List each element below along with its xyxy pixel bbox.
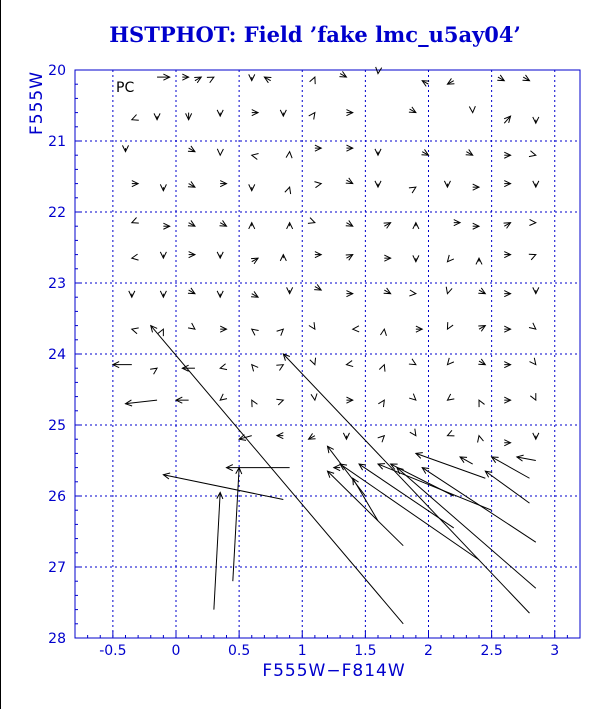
vector-arrow [444, 181, 450, 187]
vector-head [530, 393, 535, 400]
vector-shaft [328, 446, 366, 496]
vector-arrow [122, 145, 128, 151]
vector-arrow [276, 399, 283, 405]
vector-arrow [346, 178, 353, 184]
y-tick-label: 25 [48, 418, 66, 434]
vector-head [379, 365, 385, 372]
vector-shaft [233, 468, 239, 582]
vector-arrow [132, 218, 139, 224]
vector-shaft [328, 471, 404, 546]
vector-arrow [150, 368, 157, 374]
vector-head [409, 394, 416, 401]
vector-arrow [309, 322, 315, 329]
vector-arrow [132, 328, 139, 334]
vector-arrow [447, 430, 454, 436]
vector-head [529, 151, 536, 157]
vector-arrow [485, 471, 529, 503]
vector-arrow [220, 364, 227, 370]
vector-arrow [504, 116, 510, 123]
panel-label: PC [116, 80, 135, 96]
vector-arrow [310, 77, 316, 84]
vector-head [252, 400, 258, 407]
vector-arrow [416, 453, 485, 479]
vector-arrow [447, 255, 453, 262]
vector-head [311, 393, 317, 400]
vector-arrow [413, 223, 419, 229]
vector-arrow [504, 223, 511, 229]
vector-arrow [478, 326, 485, 332]
vector-head [252, 329, 259, 335]
vector-arrow [504, 326, 510, 332]
vector-arrow [163, 223, 169, 229]
vector-arrow [194, 77, 201, 83]
vector-arrow [379, 365, 385, 372]
vector-head [132, 254, 139, 260]
vector-arrow [188, 220, 195, 226]
vector-arrow [188, 181, 195, 187]
vector-head [309, 322, 315, 329]
vector-arrow [447, 78, 454, 84]
vector-arrow [409, 290, 416, 296]
x-tick-label: 1.5 [354, 643, 377, 659]
vector-arrow [409, 187, 416, 193]
vector-head [478, 436, 484, 443]
vector-arrow [227, 465, 290, 471]
vector-arrow [529, 254, 536, 260]
vector-arrow [504, 291, 510, 297]
vector-arrow [182, 74, 188, 80]
vector-head [410, 429, 416, 436]
vector-head [529, 323, 536, 329]
vector-head [530, 358, 536, 365]
vector-arrow [217, 252, 223, 258]
vector-arrow [497, 75, 504, 81]
vector-arrow [328, 471, 404, 546]
y-tick-label: 23 [48, 276, 66, 292]
vector-head [252, 154, 259, 160]
vector-arrow [409, 107, 416, 113]
vector-head [310, 358, 316, 365]
vector-head [285, 187, 291, 194]
vector-head [276, 365, 283, 371]
vector-arrow [283, 354, 529, 613]
vector-arrow [277, 433, 283, 439]
vector-arrow [380, 329, 386, 336]
vector-arrow [466, 149, 473, 155]
x-tick-label: 3 [550, 643, 560, 659]
vector-arrow [309, 113, 315, 120]
vector-arrow [413, 255, 419, 261]
vector-head [409, 359, 416, 365]
vector-arrow [473, 223, 479, 229]
y-tick-label: 26 [48, 489, 66, 505]
vector-arrow [189, 252, 195, 258]
x-tick-label: -0.5 [99, 643, 127, 659]
vector-arrow [409, 394, 416, 401]
vector-arrow [409, 359, 416, 365]
vector-arrow [132, 115, 139, 121]
vector-shaft [485, 471, 529, 503]
vector-arrow [359, 464, 454, 528]
vector-arrow [217, 291, 223, 297]
vector-arrow [315, 252, 321, 258]
vector-head [276, 399, 283, 405]
y-tick-label: 27 [48, 560, 66, 576]
vector-shaft [378, 464, 492, 510]
vector-arrow [129, 291, 135, 297]
vector-arrow [280, 110, 286, 116]
vector-arrow [264, 77, 271, 83]
y-tick-label: 20 [48, 63, 66, 79]
vector-shaft [492, 457, 530, 478]
vector-head [150, 368, 157, 374]
vector-arrow [353, 326, 359, 332]
vector-shaft [283, 354, 529, 613]
vector-arrow [469, 106, 475, 112]
vector-head [380, 329, 386, 336]
vector-head [188, 323, 195, 329]
vector-head [353, 326, 359, 332]
vector-arrow [504, 181, 510, 187]
vector-arrow [207, 77, 214, 83]
vector-arrow [530, 393, 535, 400]
vector-arrow [446, 287, 452, 294]
vector-arrow [454, 220, 460, 226]
vector-arrow [346, 361, 353, 367]
vector-head [207, 77, 214, 83]
vector-arrow [252, 329, 259, 335]
vector-arrow [220, 394, 227, 400]
vector-arrow [384, 288, 391, 294]
vector-arrow [378, 436, 385, 443]
vector-arrow [308, 218, 315, 224]
vector-arrow [287, 223, 293, 229]
vector-arrow [214, 492, 223, 609]
vector-arrow [186, 113, 192, 120]
vector-arrow [504, 440, 510, 446]
vector-arrow [346, 291, 352, 297]
vector-arrow [523, 75, 530, 81]
vector-arrow [314, 284, 321, 290]
vector-arrow [220, 220, 227, 226]
vector-arrow [311, 393, 317, 400]
y-tick-label: 22 [48, 205, 66, 221]
vector-arrow [277, 329, 284, 336]
vector-arrow [160, 252, 166, 258]
vector-arrow [375, 149, 381, 155]
vector-arrow [346, 110, 352, 116]
vector-arrow [476, 258, 482, 264]
vector-arrow [309, 433, 316, 439]
x-tick-label: 0 [171, 643, 181, 659]
vector-head [447, 322, 453, 329]
vector-arrow [416, 326, 422, 332]
vector-arrow [346, 220, 353, 226]
vector-arrow [529, 323, 536, 329]
vector-head [286, 152, 292, 159]
vector-arrow [504, 397, 510, 403]
vector-head [469, 106, 475, 112]
vector-arrow [504, 152, 510, 158]
vector-head [447, 394, 454, 400]
vector-head [309, 113, 315, 120]
vector-arrow [188, 288, 195, 294]
vector-arrow [217, 149, 223, 155]
vector-arrow [410, 429, 416, 436]
vector-arrow [286, 152, 292, 159]
x-tick-label: 0.5 [227, 643, 251, 659]
vector-head [220, 364, 227, 370]
vector-head [132, 115, 139, 121]
vector-arrow [492, 457, 530, 478]
vector-arrow [157, 74, 170, 80]
vector-arrow [529, 219, 535, 225]
vector-arrow [533, 181, 539, 187]
y-tick-label: 21 [48, 134, 66, 150]
vector-arrow [314, 182, 321, 188]
vector-arrow [375, 181, 381, 187]
vector-arrow [132, 254, 139, 260]
vector-arrow [328, 446, 366, 496]
vector-head [359, 464, 366, 470]
vector-arrow [533, 433, 539, 439]
vector-head [217, 149, 223, 155]
vector-head [378, 400, 384, 407]
vector-head [446, 287, 452, 294]
vector-arrow [132, 181, 138, 187]
y-axis-label: F555W [27, 70, 47, 136]
vector-arrow [504, 362, 510, 368]
vector-head [132, 218, 139, 224]
vector-head [353, 478, 359, 485]
vector-arrow [233, 468, 242, 582]
vector-shaft [214, 492, 220, 609]
x-tick-label: 2 [424, 643, 433, 659]
vector-arrow [460, 457, 473, 464]
vector-arrow [126, 400, 158, 406]
vector-head [132, 328, 139, 334]
vector-arrow [249, 74, 255, 80]
vector-arrow [249, 223, 255, 229]
vector-arrow [378, 400, 384, 407]
vector-arrow [176, 397, 189, 403]
vector-arrow [530, 358, 536, 365]
vector-head [529, 219, 535, 225]
vector-head [479, 400, 485, 407]
vector-arrow [478, 288, 485, 294]
vector-arrow [310, 358, 316, 365]
vector-arrow [188, 146, 195, 152]
vector-arrow [346, 145, 352, 151]
vector-arrow [473, 184, 479, 190]
y-tick-label: 24 [48, 347, 66, 363]
vector-head [447, 358, 453, 365]
vector-arrow [249, 184, 255, 190]
vector-arrow [252, 110, 258, 116]
vectors [113, 67, 539, 624]
vector-arrow [160, 291, 166, 297]
x-axis-label: F555W−F814W [262, 661, 406, 681]
vector-head [447, 430, 454, 436]
vector-arrow [384, 223, 391, 229]
vector-arrow [504, 252, 510, 258]
vector-arrow [339, 71, 346, 77]
vector-arrow [422, 149, 429, 155]
vector-head [252, 365, 258, 372]
x-tick-label: 2.5 [480, 643, 503, 659]
vector-shaft [359, 464, 454, 528]
vector-arrow [251, 258, 258, 264]
chart-title: HSTPHOT: Field ’fake lmc_u5ay04’ [109, 22, 521, 47]
vector-head [447, 255, 453, 262]
vector-arrow [447, 394, 454, 400]
vector-arrow [280, 255, 286, 261]
vector-arrow [188, 323, 195, 329]
vector-head [314, 182, 321, 188]
vector-arrow [478, 436, 484, 443]
vector-arrow [346, 255, 353, 261]
y-tick-label: 28 [48, 631, 66, 647]
vector-arrow [113, 362, 132, 368]
vector-head [310, 77, 316, 84]
vector-head [220, 394, 227, 400]
vector-head [529, 254, 536, 260]
vector-arrow [220, 326, 226, 332]
vector-arrow [346, 397, 352, 403]
vector-arrow [276, 365, 283, 371]
vector-arrow [343, 433, 349, 439]
vector-arrow [517, 455, 536, 461]
vector-arrow [478, 359, 485, 365]
vector-arrow [252, 154, 259, 160]
vector-arrow [533, 287, 539, 293]
vector-arrow [220, 181, 226, 187]
vector-arrow [384, 255, 390, 261]
vector-head [409, 290, 416, 296]
vector-arrow [447, 358, 453, 365]
vector-arrow [285, 187, 291, 194]
vector-head [378, 436, 385, 443]
vector-arrow [334, 465, 340, 471]
vector-arrow [217, 110, 223, 116]
vector-arrow [252, 400, 258, 407]
vector-head [346, 361, 353, 367]
vector-head [308, 218, 315, 224]
vector-head [277, 329, 284, 336]
vector-arrow [479, 400, 485, 407]
vector-arrow [529, 151, 536, 157]
vector-arrow [160, 184, 166, 190]
vector-arrow [287, 287, 293, 293]
vector-head [409, 187, 416, 193]
vector-arrow [251, 291, 258, 297]
vector-arrow [447, 322, 453, 329]
vector-shaft [416, 453, 485, 478]
x-tick-label: 1 [297, 643, 307, 659]
vector-arrow [315, 145, 321, 151]
vector-arrow [533, 117, 539, 123]
vector-arrow [252, 365, 258, 372]
vector-arrow [154, 113, 160, 119]
